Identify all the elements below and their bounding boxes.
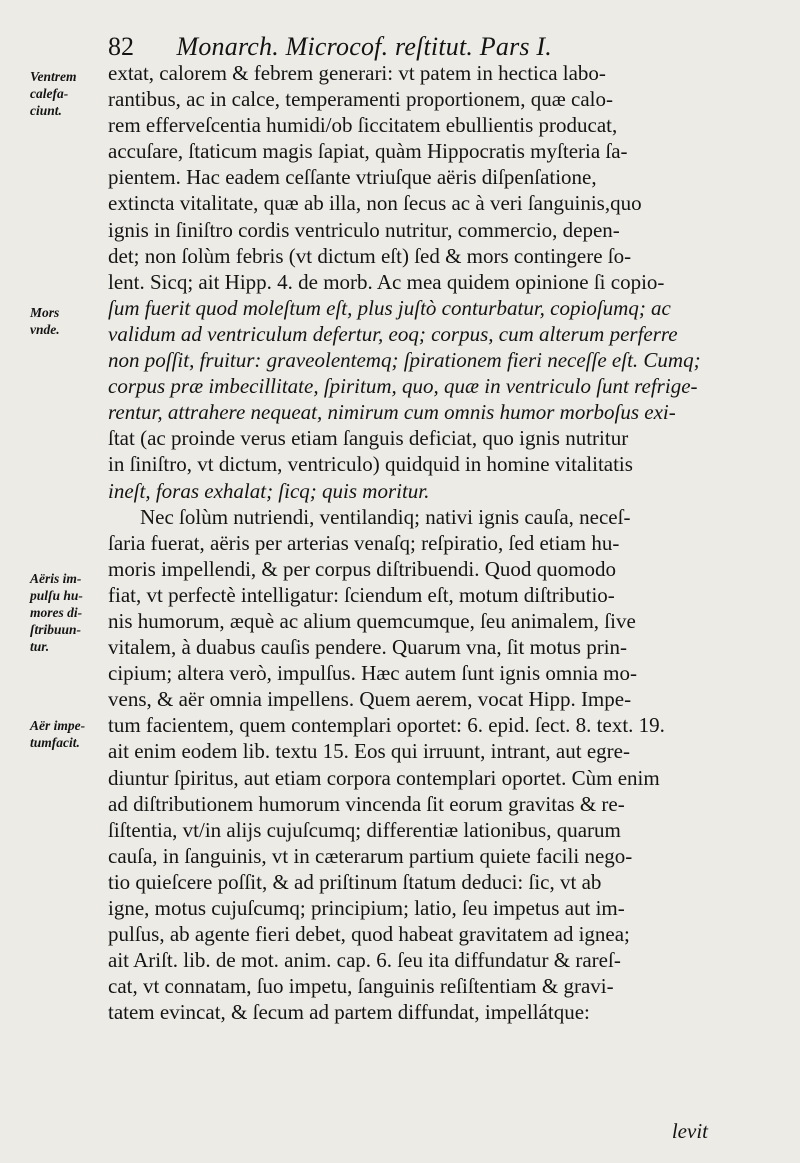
margin-note-aeris — [30, 570, 100, 655]
text-line: ineſt, foras exhalat; ſicq; quis moritur. — [108, 478, 430, 503]
text-line: ait enim eodem lib. textu 15. Eos qui irruunt, intrant, aut egre- — [108, 739, 630, 764]
margin-note-line: ciunt. — [30, 103, 62, 118]
margin-note-ventrem — [30, 68, 100, 119]
running-head-title: Monarch. Microcof. reſtitut. Pars I. — [176, 32, 552, 61]
text-line: tatem evincat, & ſecum ad partem diffundat, impellátque: — [108, 1000, 590, 1025]
text-line: ait Ariſt. lib. de mot. anim. cap. 6. ſeu ita diffundatur & rareſ- — [108, 948, 621, 973]
text-line: cauſa, in ſanguinis, vt in cæterarum partium quiete facili nego- — [108, 843, 633, 868]
margin-note-line: Aëris im- — [30, 571, 82, 586]
body-text — [108, 60, 728, 1025]
text-line: vens, & aër omnia impellens. Quem aerem, vocat Hipp. Impe- — [108, 687, 632, 712]
margin-note-line: tumfacit. — [30, 735, 80, 750]
margin-note-line: ſtribuun- — [30, 622, 82, 637]
margin-note-line: pulſu hu- — [30, 588, 83, 603]
text-line: cipium; altera verò, impulſus. Hæc autem ſunt ignis omnia mo- — [108, 661, 637, 686]
text-line: Nec ſolùm nutriendi, ventilandiq; nativi ignis cauſa, neceſ- — [140, 504, 631, 529]
text-line: det; non ſolùm febris (vt dictum eſt) ſed & mors contingere ſo- — [108, 243, 632, 268]
catchword: levit — [671, 1119, 708, 1143]
text-line: igne, motus cujuſcumq; principium; latio, ſeu impetus aut im- — [108, 896, 625, 920]
margin-note-line: tur. — [30, 639, 50, 654]
text-line: tio quieſcere poſſit, & ad priſtinum ſtatum deduci: ſic, vt ab — [108, 869, 602, 894]
text-line: ignis in ſiniſtro cordis ventriculo nutritur, commercio, depen- — [108, 217, 620, 242]
text-line: accuſare, ſtaticum magis ſapiat, quàm Hippocratis myſteria ſa- — [108, 139, 628, 164]
text-line: ſiſtentia, vt/in alijs cujuſcumq; differentiæ lationibus, quarum — [108, 817, 621, 842]
margin-note-line: vnde. — [30, 322, 60, 337]
margin-note-line: calefa- — [30, 86, 69, 101]
text-line: cat, vt connatam, ſuo impetu, ſanguinis reſiſtentiam & gravi- — [108, 974, 614, 999]
text-line: vitalem, à duabus cauſis pendere. Quarum vna, ſit motus prin- — [108, 635, 628, 660]
text-line: rem efferveſcentia humidi/ob ſiccitatem ebullientis producat, — [108, 113, 618, 138]
text-line: nis humorum, æquè ac alium quemcumque, ſeu animalem, ſive — [108, 608, 636, 633]
margin-note-line: Aër impe- — [30, 718, 86, 733]
margin-note-aer — [30, 717, 100, 751]
page-number: 82 — [108, 32, 134, 61]
margin-note-mors — [30, 304, 100, 338]
text-line: diuntur ſpiritus, aut etiam corpora contemplari oportet. Cùm enim — [108, 765, 660, 790]
text-line: lent. Sicq; ait Hipp. 4. de morb. Ac mea quidem opinione ſi copio- — [108, 269, 665, 294]
text-line: extat, calorem & febrem generari: vt patem in hectica labo- — [108, 61, 606, 85]
margin-note-line: Ventrem — [30, 69, 77, 84]
text-line: pulſus, ab agente fieri debet, quod habeat gravitatem ad ignea; — [108, 922, 630, 947]
text-line: corpus præ imbecillitate, ſpiritum, quo, quæ in ventriculo ſunt refrige- — [108, 374, 698, 399]
text-line: ad diſtributionem humorum vincenda ſit eorum gravitas & re- — [108, 791, 625, 816]
text-line: non poſſit, fruitur: graveolentemq; ſpirationem fieri neceſſe eſt. Cumq; — [108, 348, 701, 373]
text-line: ſaria fuerat, aëris per arterias venaſq; reſpiratio, ſed etiam hu- — [108, 530, 620, 555]
margin-note-line: Mors — [30, 305, 60, 320]
running-header — [108, 30, 728, 64]
text-line: ſtat (ac proinde verus etiam ſanguis deficiat, quo ignis nutritur — [108, 426, 629, 451]
text-line: validum ad ventriculum defertur, eoq; corpus, cum alterum perferre — [108, 321, 678, 346]
text-line: tum facientem, quem contemplari oportet: 6. epid. ſect. 8. text. 19. — [108, 713, 665, 738]
text-line: extincta vitalitate, quæ ab illa, non ſecus ac à veri ſanguinis,quo — [108, 191, 642, 216]
text-line: rantibus, ac in calce, temperamenti proportionem, quæ calo- — [108, 87, 613, 112]
margin-note-line: mores di- — [30, 605, 83, 620]
text-line: moris impellendi, & per corpus diſtribuendi. Quod quomodo — [108, 556, 617, 581]
text-line: pientem. Hac eadem ceſſante vtriuſque aëris diſpenſatione, — [108, 165, 597, 190]
text-line: in ſiniſtro, vt dictum, ventriculo) quidquid in homine vitalitatis — [108, 452, 633, 477]
text-line: ſum fuerit quod moleſtum eſt, plus juſtò conturbatur, copioſumq; ac — [108, 295, 671, 320]
text-line: fiat, vt perfectè intelligatur: ſciendum eſt, motum diſtributio- — [108, 582, 615, 607]
text-line: rentur, attrahere nequeat, nimirum cum omnis humor morboſus exi- — [108, 400, 676, 425]
